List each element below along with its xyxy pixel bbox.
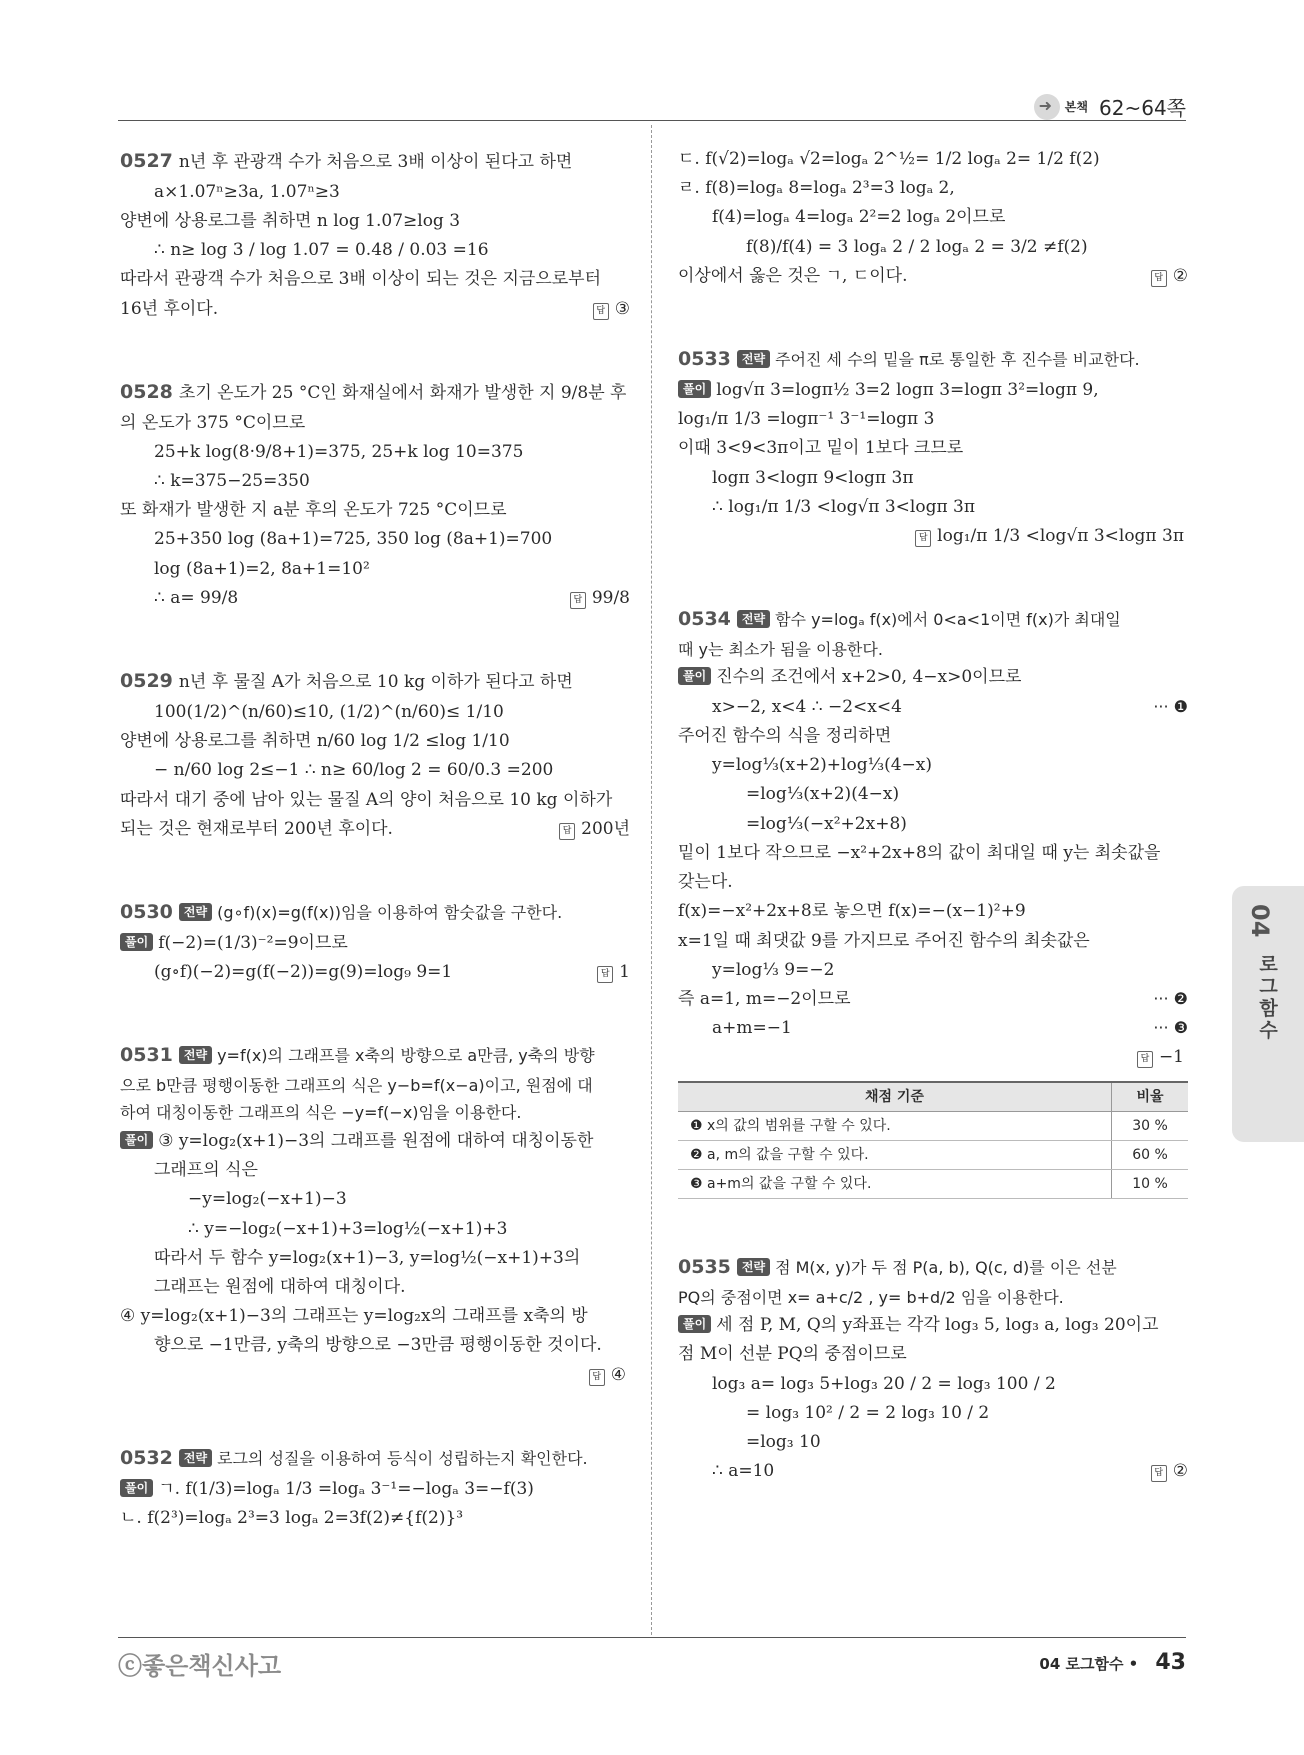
answer: 답 ②	[1151, 1457, 1188, 1486]
solution-badge: 풀이	[678, 1315, 711, 1333]
solution-badge: 풀이	[120, 933, 153, 951]
problem-number: 0529	[120, 670, 173, 693]
arrow-icon	[1034, 94, 1060, 120]
problem-number: 0528	[120, 380, 173, 403]
page-footer	[118, 1637, 1186, 1688]
answer: 답 99/8	[570, 584, 630, 613]
answer: 답 ④	[120, 1361, 630, 1390]
answer: 답 200년	[559, 815, 630, 844]
problem-0533: 0533 전략 주어진 세 수의 밑을 π로 통일한 후 진수를 비교한다. 풀이 log√π 3=logπ½ 3=2 logπ 3=logπ 3²=logπ 9, log₁/π 1/3 =logπ⁻¹ 3⁻¹=logπ 3 이때 3<9<3π이고 밑이 1보다 크므로 logπ 3<logπ 9<logπ 3π ∴ log₁/π 1/3 <log√π 3<logπ 3π 답 log₁/π 1/3 <log√π 3<logπ 3π	[678, 343, 1188, 551]
book-label: 본책	[1064, 100, 1088, 114]
solution-badge: 풀이	[678, 667, 711, 685]
answer-icon: 답	[593, 303, 609, 320]
problem-0532-continued: ㄷ. f(√2)=logₐ √2=logₐ 2^½= 1/2 logₐ 2= 1/2 f(2) ㄹ. f(8)=logₐ 8=logₐ 2³=3 logₐ 2, f(4)=logₐ 4=logₐ 2²=2 logₐ 2이므로 f(8)/f(4) = 3 logₐ 2 / 2 logₐ 2 = 3/2 ≠f(2) 이상에서 옳은 것은 ㄱ, ㄷ이다. 답 ②	[678, 145, 1188, 291]
column-divider	[651, 125, 652, 1635]
grading-table	[678, 1081, 1188, 1199]
publisher-logo: ⓒ좋은책신사고	[118, 1652, 282, 1680]
solution-badge: 풀이	[120, 1131, 153, 1149]
table-row: ❷ a, m의 값을 구할 수 있다. 60 %	[678, 1140, 1188, 1169]
answer-icon: 답	[589, 1369, 605, 1386]
chapter-number: 04	[1246, 904, 1274, 938]
page-range: 62~64쪽	[1099, 96, 1186, 120]
page-header	[118, 92, 1186, 121]
problem-number: 0530	[120, 901, 173, 923]
problem-0528: 0528 초기 온도가 25 °C인 화재실에서 화재가 발생한 지 9/8분 후 의 온도가 375 °C이므로 25+k log(8·9/8+1)=375, 25+k log 10=375 ∴ k=375−25=350 또 화재가 발생한 지 a분 후의 온도가 725 °C이므로 25+350 log (8a+1)=725, 350 log (8a+1)=700 log (8a+1)=2, 8a+1=10² ∴ a= 99/8 답 99/8	[120, 376, 630, 613]
reference-pages	[1034, 92, 1186, 121]
strategy-badge: 전략	[179, 903, 212, 921]
answer-icon: 답	[597, 966, 613, 983]
problem-number: 0534	[678, 608, 731, 631]
left-column	[120, 145, 630, 1585]
answer: 답 ②	[1151, 262, 1188, 291]
right-column	[678, 145, 1188, 1539]
table-header-criteria: 채점 기준	[678, 1082, 1112, 1112]
answer-icon: 답	[1151, 1465, 1167, 1482]
problem-number: 0527	[120, 150, 173, 172]
problem-0529: 0529 n년 후 물질 A가 처음으로 10 kg 이하가 된다고 하면 100(1/2)^(n/60)≤10, (1/2)^(n/60)≤ 1/10 양변에 상용로그를 취하면 n/60 log 1/2 ≤log 1/10 − n/60 log 2≤−1 ∴ n≥ 60/log 2 = 60/0.3 =200 따라서 대기 중에 남아 있는 물질 A의 양이 처음으로 10 kg 이하가 되는 것은 현재로부터 200년 후이다. 답 200년	[120, 665, 630, 844]
strategy-badge: 전략	[737, 610, 770, 628]
problem-0530: 0530 전략 (g∘f)(x)=g(f(x))임을 이용하여 함숫값을 구한다. 풀이 f(−2)=(1/3)⁻²=9이므로 (g∘f)(−2)=g(f(−2))=g(9)=log₉ 9=1 답 1	[120, 896, 630, 987]
answer-icon: 답	[559, 823, 575, 840]
strategy-badge: 전략	[179, 1046, 212, 1064]
table-header-ratio: 비율	[1112, 1082, 1189, 1112]
footer-chapter	[1039, 1650, 1186, 1675]
problem-0534: 0534 전략 함수 y=logₐ f(x)에서 0<a<1이면 f(x)가 최대일 때 y는 최소가 됨을 이용한다. 풀이 진수의 조건에서 x+2>0, 4−x>0이므로 x>−2, x<4 ∴ −2<x<4 ··· ❶ 주어진 함수의 식을 정리하면 y=log⅓(x+2)+log⅓(4−x) =log⅓(x+2)(4−x) =log⅓(−x²+2x+8) 밑이 1보다 작으므로 −x²+2x+8의 값이 최대일 때 y는 최솟값을 갖는다. f(x)=−x²+2x+8로 놓으면 f(x)=−(x−1)²+9 x=1일 때 최댓값 9를 가지므로 주어진 함수의 최솟값은 y=log⅓ 9=−2 즉 a=1, m=−2이므로 ··· ❷ a+m=−1 ··· ❸ 답 −1 채점 기준 비율 ❶ x의 값의 범위를 구할 수 있다. 30 % ❷ a, m의 값을 구할 수 있다. 60 % ❸ a+m의 값을 구할 수 있다. 10 %	[678, 603, 1188, 1199]
page-number: 43	[1155, 1650, 1186, 1675]
problem-number: 0531	[120, 1044, 173, 1067]
chapter-side-tab	[1232, 886, 1304, 1142]
problem-number: 0535	[678, 1256, 731, 1279]
strategy-badge: 전략	[737, 1258, 770, 1276]
problem-0527: 0527 n년 후 관광객 수가 처음으로 3배 이상이 된다고 하면 a×1.07ⁿ≥3a, 1.07ⁿ≥3 양변에 상용로그를 취하면 n log 1.07≥log 3 ∴ n≥ log 3 / log 1.07 = 0.48 / 0.03 =16 따라서 관광객 수가 처음으로 3배 이상이 되는 것은 지금으로부터 16년 후이다. 답 ③	[120, 145, 630, 324]
step-marker-1: ··· ❶	[1153, 696, 1188, 716]
step-marker-2: ··· ❷	[1153, 989, 1188, 1009]
problem-number: 0533	[678, 348, 731, 371]
problem-0535: 0535 전략 점 M(x, y)가 두 점 P(a, b), Q(c, d)를 이은 선분 PQ의 중점이면 x= a+c/2 , y= b+d/2 임을 이용한다. 풀이 세 점 P, M, Q의 y좌표는 각각 log₃ 5, log₃ a, log₃ 20이고 점 M이 선분 PQ의 중점이므로 log₃ a= log₃ 5+log₃ 20 / 2 = log₃ 100 / 2 = log₃ 10² / 2 = 2 log₃ 10 / 2 =log₃ 10 ∴ a=10 답 ②	[678, 1251, 1188, 1487]
answer: 답 ③	[593, 295, 630, 324]
step-marker-3: ··· ❸	[1153, 1018, 1188, 1038]
strategy-badge: 전략	[179, 1449, 212, 1467]
solution-badge: 풀이	[120, 1479, 153, 1497]
problem-0531: 0531 전략 y=f(x)의 그래프를 x축의 방향으로 a만큼, y축의 방향 으로 b만큼 평행이동한 그래프의 식은 y−b=f(x−a)이고, 원점에 대 하여 대칭이동한 그래프의 식은 −y=f(−x)임을 이용한다. 풀이 ③ y=log₂(x+1)−3의 그래프를 원점에 대하여 대칭이동한 그래프의 식은 −y=log₂(−x+1)−3 ∴ y=−log₂(−x+1)+3=log½(−x+1)+3 따라서 두 함수 y=log₂(x+1)−3, y=log½(−x+1)+3의 그래프는 원점에 대하여 대칭이다. ④ y=log₂(x+1)−3의 그래프는 y=log₂x의 그래프를 x축의 방 향으로 −1만큼, y축의 방향으로 −3만큼 평행이동한 것이다. 답 ④	[120, 1039, 630, 1390]
answer-icon: 답	[1151, 270, 1167, 287]
answer: 답 1	[597, 958, 630, 987]
solution-badge: 풀이	[678, 380, 711, 398]
answer: 답 log₁/π 1/3 <log√π 3<logπ 3π	[678, 522, 1188, 551]
answer-icon: 답	[570, 592, 586, 609]
problem-0532: 0532 전략 로그의 성질을 이용하여 등식이 성립하는지 확인한다. 풀이 ㄱ. f(1/3)=logₐ 1/3 =logₐ 3⁻¹=−logₐ 3=−f(3) ㄴ. f(2³)=logₐ 2³=3 logₐ 2=3f(2)≠{f(2)}³	[120, 1446, 588, 1528]
chapter-title: 로그함수	[1256, 954, 1278, 1042]
strategy-badge: 전략	[737, 350, 770, 368]
answer-icon: 답	[1137, 1051, 1153, 1068]
answer: 답 −1	[678, 1043, 1188, 1072]
problem-number: 0532	[120, 1446, 173, 1469]
chapter-label: 04 로그함수 •	[1039, 1655, 1139, 1673]
answer-icon: 답	[915, 530, 931, 547]
table-row: ❶ x의 값의 범위를 구할 수 있다. 30 %	[678, 1111, 1188, 1140]
table-row: ❸ a+m의 값을 구할 수 있다. 10 %	[678, 1169, 1188, 1198]
